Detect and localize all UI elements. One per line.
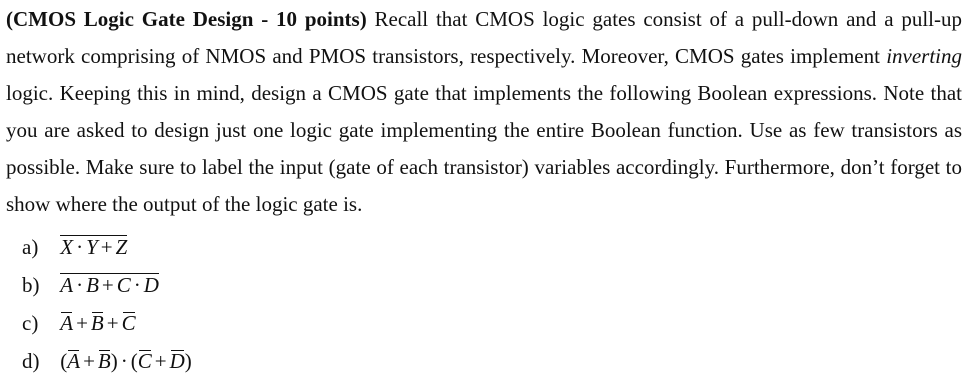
var-a-bar: A xyxy=(67,342,80,380)
problem-intro-2: logic. Keeping this in mind, design a CMOS gate that implements the following Boolean expressions. Note that you are asked to design just one logic gate implementing the entire Boolean function. Use as few transistors as possible. Make sure to label the input (gate of each transistor) variables accordingly. Furthermore, don’t forget to show where the output of the logic gate is. xyxy=(6,81,962,216)
var-x: X xyxy=(60,235,74,259)
paren-close: ) xyxy=(184,349,192,373)
op-or: + xyxy=(101,273,114,297)
item-label: b) xyxy=(22,273,40,297)
expression-d xyxy=(60,342,192,380)
var-c: C xyxy=(116,273,131,297)
item-label: d) xyxy=(22,349,40,373)
expression-list xyxy=(22,228,192,380)
var-d: D xyxy=(143,273,159,297)
op-or: + xyxy=(106,311,119,335)
expression-item-d xyxy=(22,342,192,380)
var-b-bar: B xyxy=(98,342,111,380)
paren-close: ) xyxy=(110,349,118,373)
paren-open: ( xyxy=(60,349,68,373)
expression-item-b xyxy=(22,266,192,304)
var-d-bar: D xyxy=(170,342,185,380)
problem-paragraph xyxy=(6,0,962,223)
expression-item-a xyxy=(22,228,192,266)
problem-title: (CMOS Logic Gate Design - 10 points) xyxy=(6,7,367,31)
paren-open: ( xyxy=(130,349,138,373)
item-label: c) xyxy=(22,311,39,335)
expression-c xyxy=(60,304,135,342)
var-b: B xyxy=(86,273,99,297)
expression-item-c xyxy=(22,304,192,342)
var-c-bar: C xyxy=(122,304,136,342)
item-label: a) xyxy=(22,235,39,259)
op-or: + xyxy=(100,235,113,259)
op-and: · xyxy=(120,349,128,373)
op-or: + xyxy=(76,311,88,335)
op-and: · xyxy=(76,235,84,259)
problem-intro-1: Recall that CMOS logic gates consist of a pull-down and a pull-up network comprising of NMOS and PMOS transistors, respectively. Moreover, CMOS gates implement xyxy=(6,7,962,68)
var-a: A xyxy=(60,273,74,297)
op-and: · xyxy=(133,273,141,297)
problem-emphasis: inverting xyxy=(886,44,963,68)
op-or: + xyxy=(154,349,167,373)
var-c-bar: C xyxy=(138,342,152,380)
op-and: · xyxy=(76,273,84,297)
expression-a xyxy=(60,228,127,266)
expression-b xyxy=(60,266,159,304)
var-z: Z xyxy=(115,235,128,259)
var-b-bar: B xyxy=(91,304,104,342)
var-a-bar: A xyxy=(60,304,73,342)
var-y: Y xyxy=(86,235,98,259)
op-or: + xyxy=(83,349,95,373)
